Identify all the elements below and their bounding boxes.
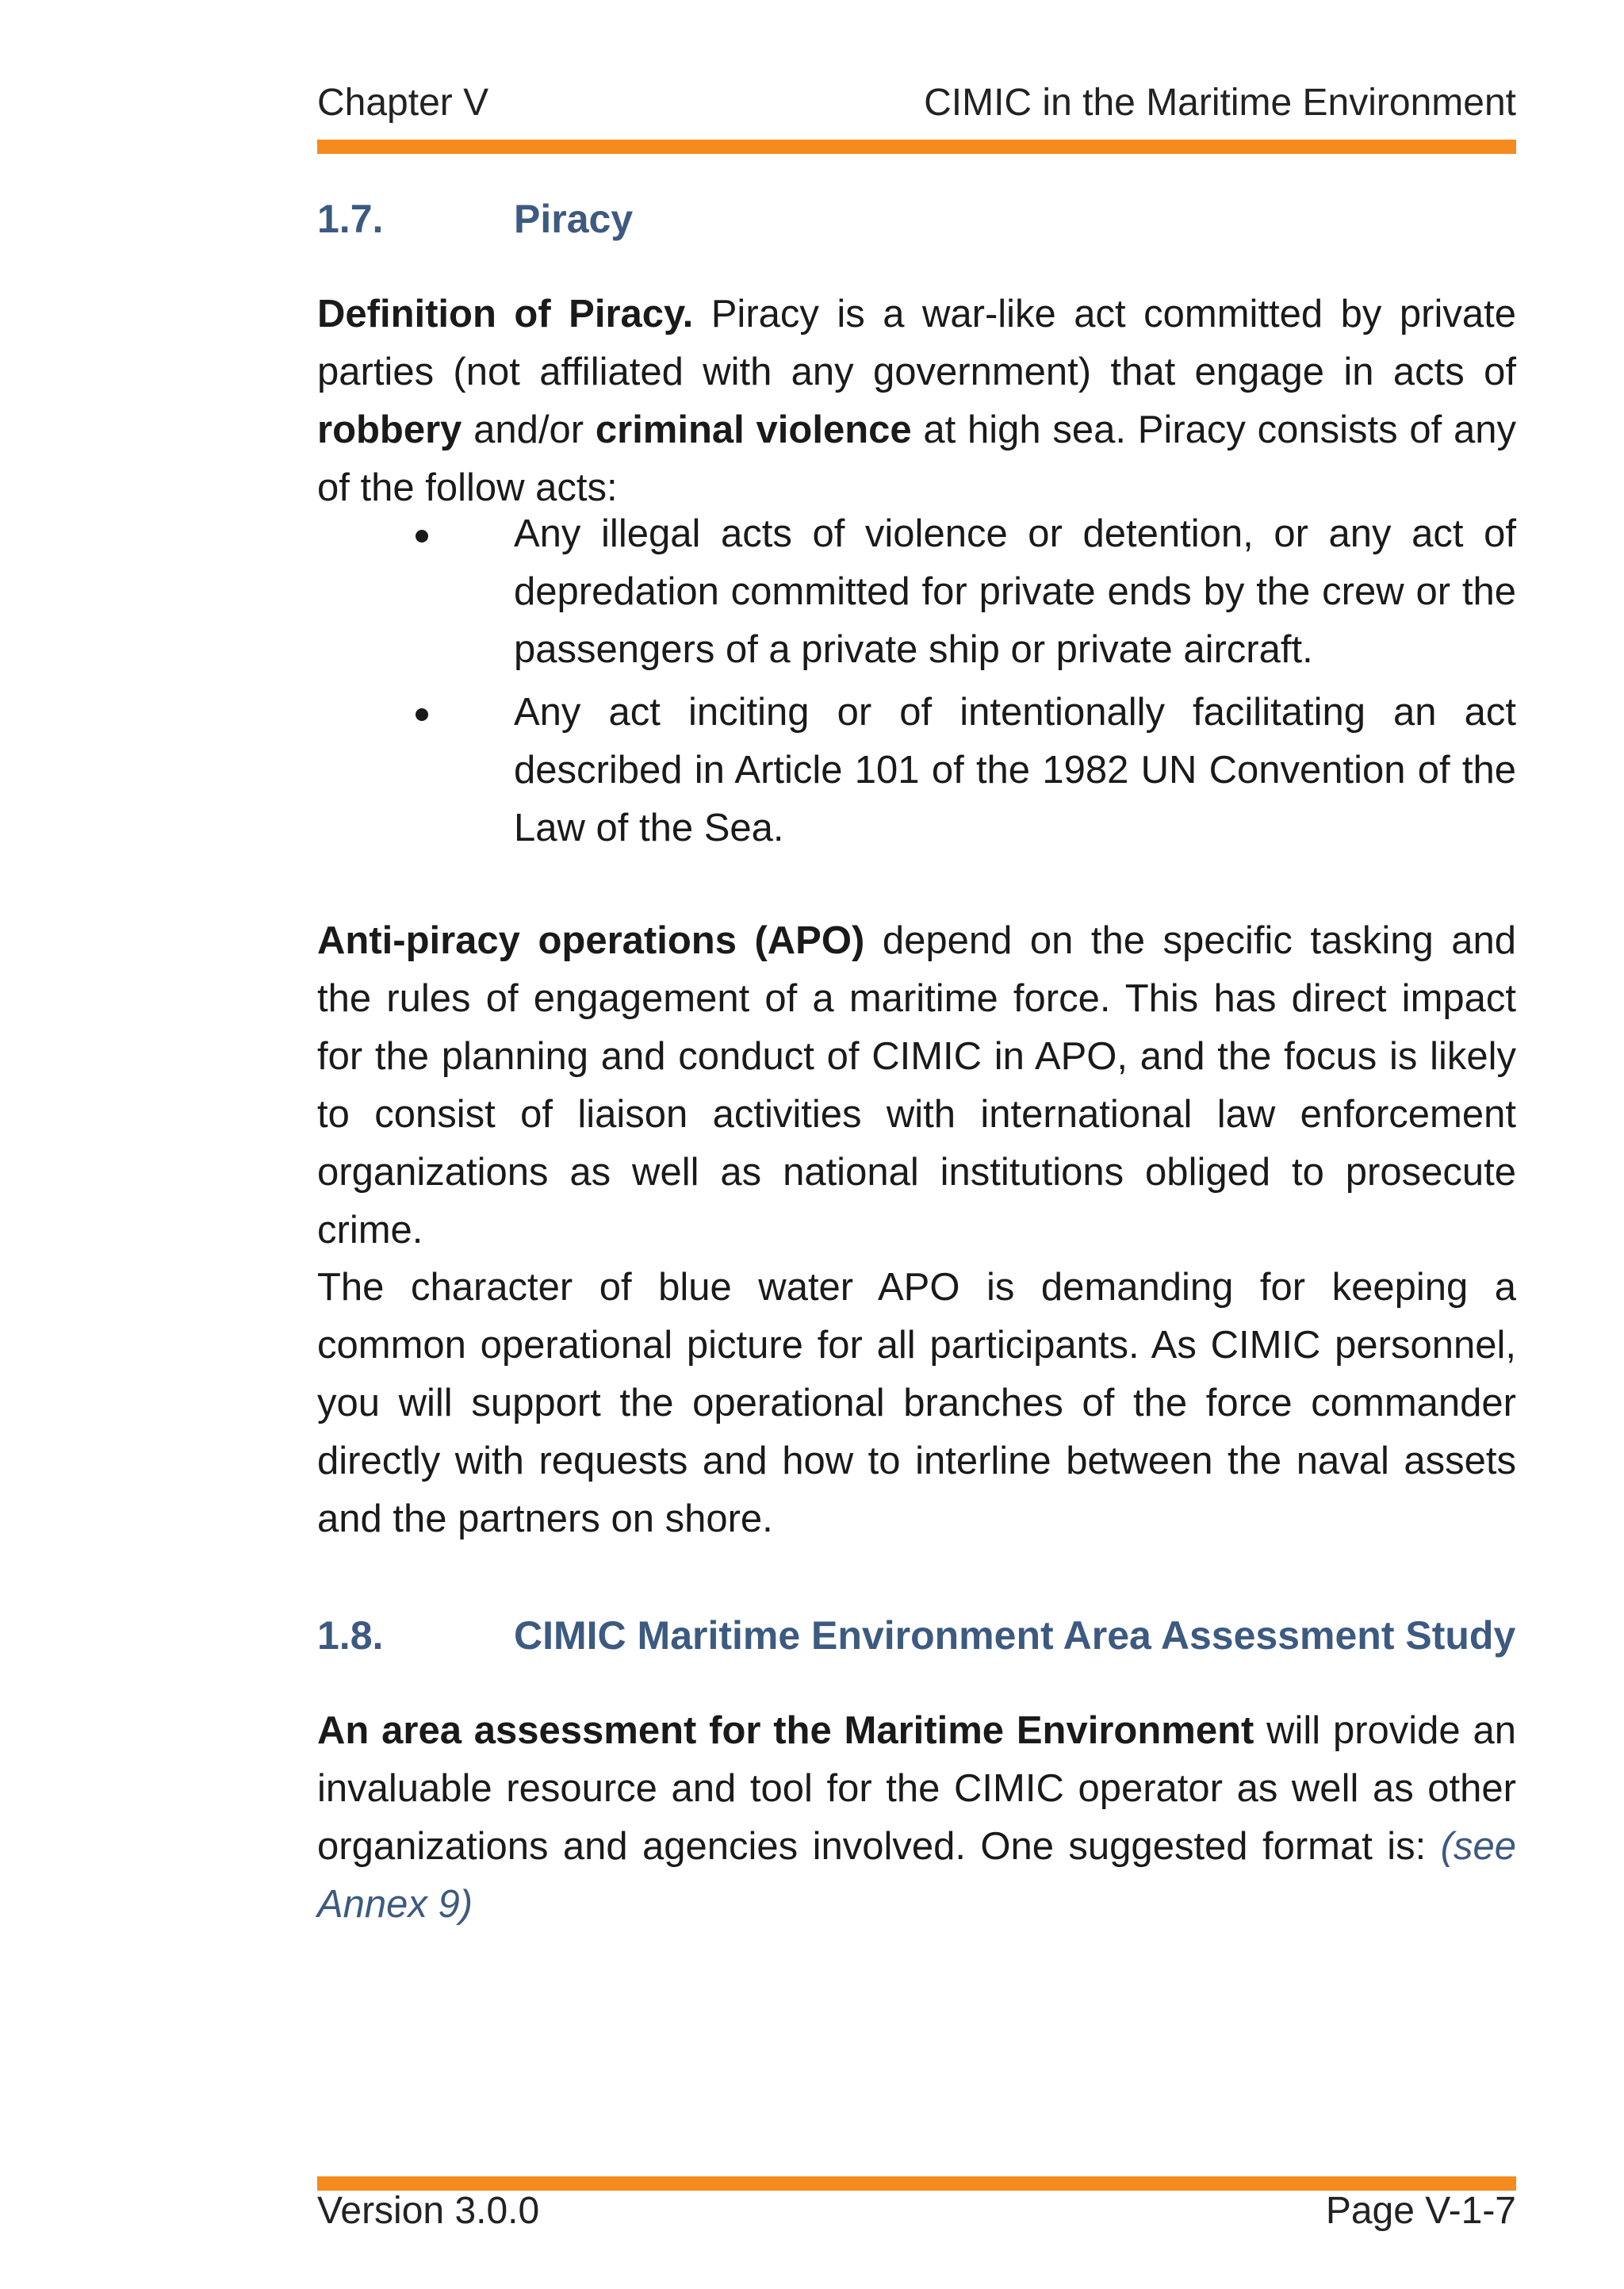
page-header	[317, 79, 1516, 127]
header-title: CIMIC in the Maritime Environment	[924, 82, 1516, 124]
list-item	[317, 684, 1516, 857]
bullet-icon	[416, 708, 428, 721]
definition-term-criminal-violence: criminal violence	[595, 408, 912, 451]
page-footer	[317, 2187, 1516, 2235]
assessment-text: will provide an invaluable resource and tool for the CIMIC operator as well as other organizations and agencies involved. One suggested format is:	[317, 1709, 1516, 1868]
definition-text: Piracy is a war-like act committed by private parties (not affiliated with any government) that engage in acts of	[317, 293, 1516, 393]
piracy-definition-paragraph	[317, 286, 1516, 517]
annex-reference-link[interactable]: (see Annex 9)	[317, 1825, 1516, 1926]
apo-text: depend on the specific tasking and the rules of engagement of a maritime force. This has direct impact for the planning and conduct of CIMIC in APO, and the focus is likely to consist of liaison activities with international law enforcement organizations as well as national institutions obliged to prosecute crime.	[317, 919, 1516, 1252]
definition-term-robbery: robbery	[317, 408, 462, 451]
section-heading-assessment	[317, 1612, 1516, 1659]
footer-version: Version 3.0.0	[317, 2190, 540, 2232]
footer-page-number: Page V-1-7	[1325, 2190, 1516, 2232]
blue-water-text: The character of blue water APO is demanding for keeping a common operational picture for all participants. As CIMIC personnel, you will support the operational branches of the force commander directly with requests and how to interline between the naval assets and the partners on shore.	[317, 1266, 1516, 1540]
apo-paragraph	[317, 912, 1516, 1260]
header-chapter: Chapter V	[317, 82, 489, 124]
document-page	[317, 0, 1516, 2289]
definition-text: at high sea. Piracy consists of any of the follow acts:	[317, 408, 1516, 509]
section-heading-piracy	[317, 195, 1516, 243]
piracy-acts-list	[317, 505, 1516, 862]
header-rule	[317, 140, 1516, 154]
list-item-text: Any illegal acts of violence or detention, or any act of depredation committed for private ends by the crew or the passengers of a private ship or private aircraft.	[514, 512, 1516, 671]
assessment-paragraph	[317, 1702, 1516, 1934]
section-title: CIMIC Maritime Environment Area Assessment Study	[514, 1613, 1516, 1658]
bullet-icon	[416, 530, 428, 543]
section-number: 1.7.	[317, 197, 384, 241]
definition-lead: Definition of Piracy.	[317, 293, 694, 335]
blue-water-paragraph	[317, 1259, 1516, 1548]
list-item	[317, 505, 1516, 679]
section-number: 1.8.	[317, 1613, 384, 1658]
assessment-lead: An area assessment for the Maritime Environment	[317, 1709, 1254, 1752]
apo-lead: Anti-piracy operations (APO)	[317, 919, 865, 962]
definition-text: and/or	[462, 408, 596, 451]
list-item-text: Any act inciting or of intentionally facilitating an act described in Article 101 of the 1982 UN Convention of the Law of the Sea.	[514, 691, 1516, 849]
section-title: Piracy	[514, 197, 634, 241]
